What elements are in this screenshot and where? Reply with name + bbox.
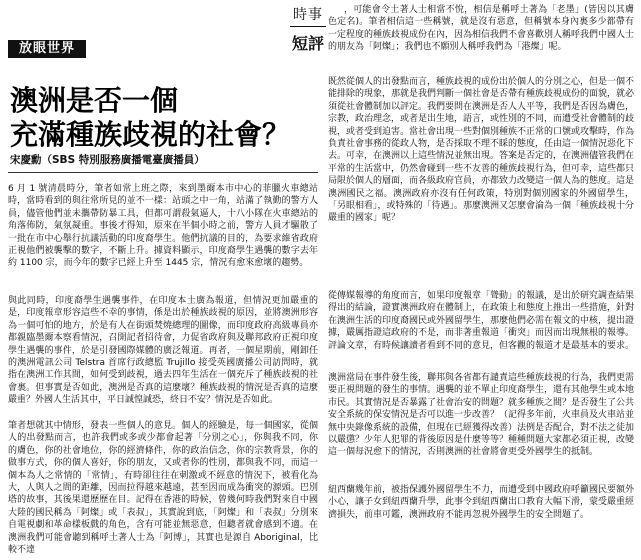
article-title-line1: 澳洲是否一個 — [10, 84, 179, 117]
left-paragraph-1: 6 月 1 號清晨時分，筆者如常上班之際，來到墨爾本市中心的菲臘火車總站時，當時看到的與往常所見的並不一樣：站頭之中一角，站滿了執勤的警方人員，儘管他們並未攜帶防暴工具，但都可謂殺氣逼人，十八小隊在火車總站的角落佈防，氣氛凝重。事後才得知，原來在半個小時之前，警方人員才驅散了一批在市中心舉行抗議活動的印度裔學生。他們抗議的目的，為要求維省政府正視他們被襲擊的數字，不斷上升。據資料顯示，印度裔學生遇襲的數字去年約 1100 宗，而今年的數字已經上升至 1445 宗，情況有愈來愈壞的趨勢。 — [8, 184, 318, 269]
right-paragraph-3: 從傳媒報導的角度而言，如果印度報章「聳動」的報議，是出於研究調查結果得出的結論，證實澳洲政府在體制上，在政策上和態度上推出一些措施，針對在澳洲生活的印度裔國民或外國留學生，那麼他們必需在報文的中核，提出證據，嚴厲指證這政府的不是，而非著重報道「衝突」而因而出現無根的報導。評論文章，有時候讓讀者看到不同的意見，但客觀的報道才是最基本的要求。 — [328, 291, 634, 351]
byline-divider — [8, 172, 318, 173]
right-paragraph-1: ，可能會令土著人士相當不悅，相信是稱呼土著為「老墨」(皆因以其膚色定名)。筆者相信這一些稱號，就是沒有惡意，但稱號本身內裏多少都帶有一定程度的種族歧視成份在內，因為相信我們不會喜歡別人稱呼我們中國人士的朋友為「阿燦」；我們也不願別人稱呼我們為「港燦」呢。 — [328, 5, 634, 53]
right-paragraph-2: 既然從個人的出發點而言，種族歧視的成份出於個人的分別之心，但是一個不能排除的現象，那就是我們判斷一個社會是否帶有種族歧視成份的面貌，就必須從社會體制加以評定。我們要問在澳洲是否人人平等，我們是否因為膚色，宗教，政治理念，或者是出生地，語言，或性別的不同，而遭受社會體制的歧視，或者受到迫害。當社會出現一些對個別種族不正常的口號或攻擊時，作為負責社會事務的從政人物，是否採取不理不睬的態度，任由這一個情況惡化下去。可幸，在澳洲以上這些情況並無出現。答案是否定的，在澳洲儘管我們在平常的生活當中，仍然會碰到一些不友善的種族歧視行為，但可幸，這些都只局限於個人的層面，而各級政府官員，亦都致力改變這一個人為的態度。這是澳洲國民之福。澳洲政府亦沒有任何政策，特別對個別國家的外國留學生，「另眼相看」，或特殊的「待遇」。那麼澳洲又怎麼會淪為一個「種族歧視十分嚴重的國家」呢？ — [328, 77, 634, 224]
article-title-line2: 充滿種族歧視的社會？ — [10, 118, 291, 151]
article-byline: 宋慶勳（SBS 特別服務廣播電臺廣播員） — [10, 154, 205, 166]
column-logo — [290, 4, 326, 66]
column-logo-line1: 時事 — [290, 4, 326, 27]
column-logo-line2: 短評 — [291, 34, 324, 53]
left-paragraph-2: 與此同時，印度裔學生遇襲事件，在印度本土廣為報道，但情況更加嚴重的是，印度報章形容這些不幸的事情，係是出於種族歧視的原因，並將澳洲形容為一個可怕的地方，於是有人在街頭焚燒總理的圖像，而印度政府高級專員亦都親臨墨爾本察看情況，召開記者招待會，力促省政府與及聯邦政府正視印度學生遇襲的事件，於是引發國際媒體的廣泛報道。再者，一個星期前，剛卸任的澳洲電訊公司 Telstra 首席行政總監 Trujillo 接受英國廣播公司訪問時，就指在澳洲工作其間，如何受到歧視，過去四年生活在一個充斥了種族歧視的社會裏。但事實是否如此，澳洲是否真的這麼壞？種族歧視的情況是否真的這麼嚴重？外國人生活其中，平日誠惶誠恐，終日不安？情況是否如此。 — [8, 296, 318, 406]
right-paragraph-4: 澳洲當局在事件發生後，聯邦與各省都有譴責這些種族歧視的行為，我們更需要正視問題的發生的事情。遇襲的並不單止印度裔學生，還有其他學生或本地市民。其實情況是否暴露了社會治安的問題？就多種族之間？是否發生了公共安全系統的保安情況是否可以進一步改善？（記得多年前，火車員及火車站並無中央錄像系統的設備，但現在已經獲得改善）法例是否配合，對不法之徒加以嚴懲？少年人犯罪的背後原因是什麼等等？種種問題大家都必須正視，改變這一個每況愈下的情況，否則澳洲的社會將會更受外國學生的抵制。 — [328, 373, 634, 458]
right-paragraph-5: 紐西蘭幾年前，被指保護外國留學生不力，而遭受到中國政府呼籲國民要額外小心，讓子女到紐西蘭升學，此事令到紐西蘭出口教育大幅下滑，蒙受嚴重經濟損失，前車可鑑，澳洲政府不能再忽視外國學生的安全問題了。 — [328, 485, 634, 520]
left-paragraph-3: 筆者想就其中情形，發表一些個人的意見。個人的經驗是，每一個國家，從個人的出發點而言，也許我們或多或少都會起著「分別之心」，你與我不同，你的膚色，你的社會地位，你的經濟條件，你的政治信念，你的宗教背景，你的做事方式，你的個人喜好，你的朋友，又或者你的性別，都與我不同，而這一個本為人之常情的「常情」，有時卻往往在刺激或不經意的情況下，被看化為大，人與人之間的距離，因而拉得越來越遠，甚至因而成為衝突的源頭。巴別塔的故事，其後果還歷歷在目。記得在香港的時候，曾幾何時我們對來自中國大陸的國民稱為「阿燦」或「表叔」，其實說到底，「阿燦」和「表叔」分別來自電視劇和革命樣板戲的角色，含有可能並無惡意，但聽者就會感到不適。在澳洲我們可能會聽到稱呼土著人士為「阿博」，其實也是源自 Aboriginal，比較不達 — [8, 421, 318, 556]
section-label: 放眼世界 — [8, 40, 86, 58]
